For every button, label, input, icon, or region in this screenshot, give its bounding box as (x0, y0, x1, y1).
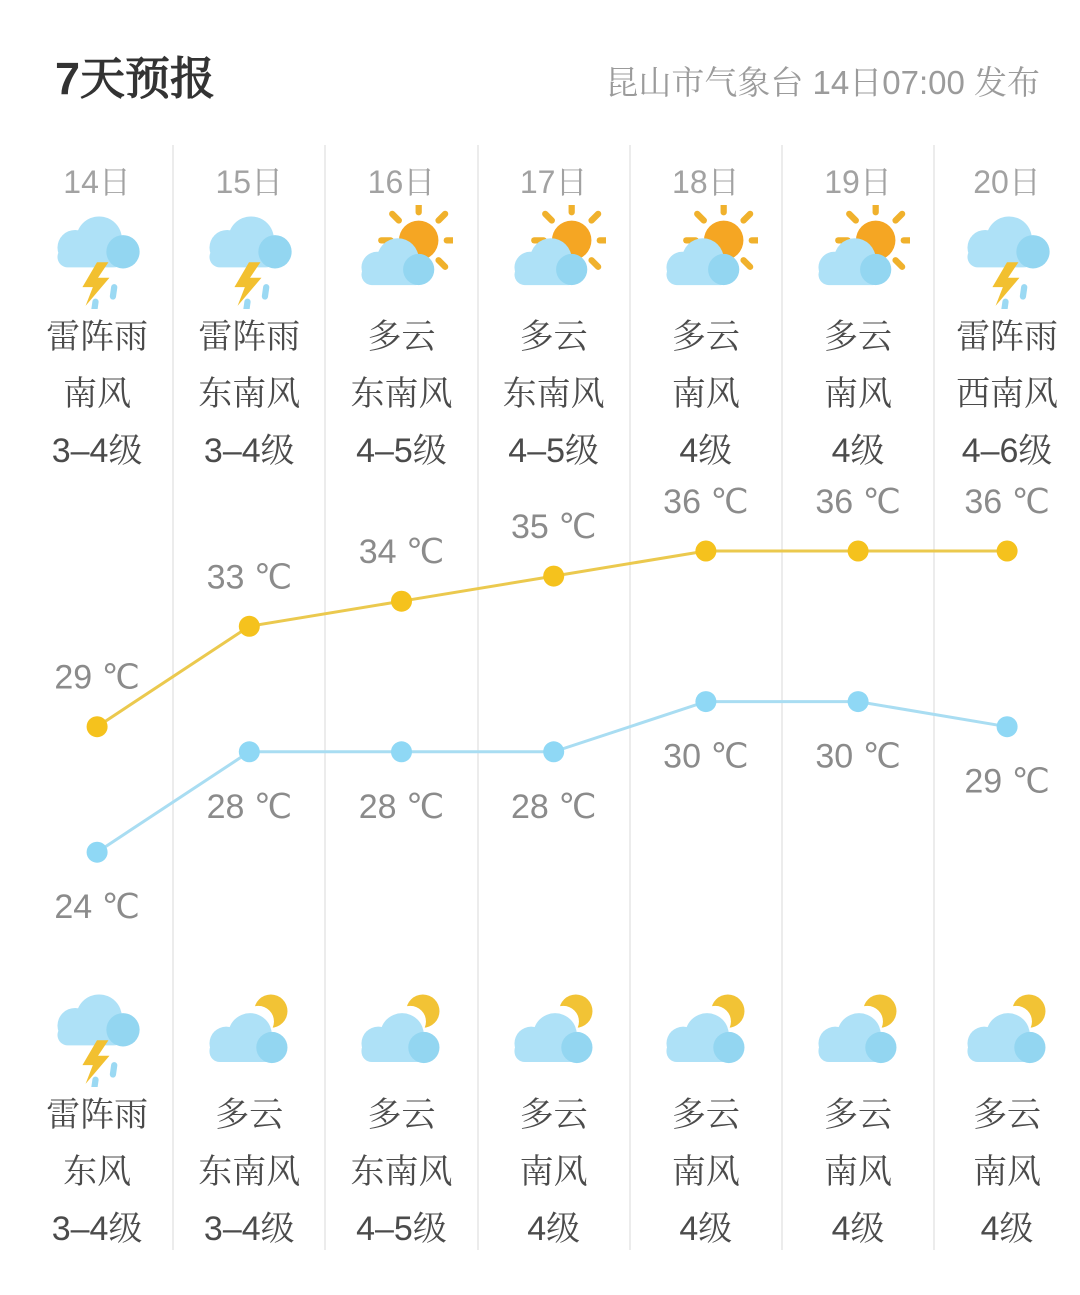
high-temp-point (239, 616, 260, 637)
wind-level-label: 4级 (679, 1210, 733, 1248)
wind-direction-label: 南风 (63, 375, 132, 413)
day-column (478, 145, 630, 480)
date-label: 14日 (63, 164, 131, 200)
high-temp-point (391, 591, 412, 612)
partly-cloudy-night-icon (806, 983, 910, 1087)
high-temp-label: 34 ℃ (358, 533, 445, 572)
day-column (630, 145, 782, 480)
high-temp-point (695, 541, 716, 562)
night-column (21, 983, 173, 1258)
condition-label: 多云 (671, 318, 740, 356)
wind-level-label: 3–4级 (203, 432, 295, 470)
day-forecast-row (21, 145, 1080, 480)
night-forecast-row (21, 983, 1080, 1258)
wind-direction-label: 南风 (973, 1153, 1042, 1191)
low-temp-point (239, 741, 260, 762)
low-temp-point (87, 842, 108, 863)
condition-label: 多云 (519, 1096, 588, 1134)
low-temp-line (97, 702, 1007, 853)
wind-direction-label: 西南风 (956, 375, 1059, 413)
date-label: 20日 (973, 164, 1041, 200)
date-label: 16日 (367, 164, 436, 200)
condition-label: 多云 (824, 318, 893, 356)
wind-level-label: 3–4级 (51, 432, 143, 470)
date-label: 15日 (215, 164, 284, 200)
date-label: 19日 (824, 164, 892, 200)
partly-cloudy-day-icon (654, 205, 758, 309)
low-temp-point (997, 716, 1018, 737)
high-temp-label: 35 ℃ (510, 508, 597, 547)
wind-direction-label: 东南风 (502, 375, 605, 413)
low-temp-label: 24 ℃ (54, 888, 140, 927)
wind-level-label: 3–4级 (203, 1210, 295, 1248)
condition-label: 雷阵雨 (46, 318, 149, 356)
high-temp-point (87, 716, 108, 737)
night-column (325, 983, 477, 1258)
wind-level-label: 4–5级 (356, 1210, 447, 1248)
wind-level-label: 4–6级 (961, 432, 1053, 470)
page-title: 7天预报 (55, 53, 216, 104)
partly-cloudy-night-icon (502, 983, 606, 1087)
high-temp-point (543, 566, 564, 587)
day-column (173, 145, 325, 480)
partly-cloudy-day-icon (349, 205, 453, 309)
low-temp-label: 28 ℃ (206, 787, 293, 826)
wind-direction-label: 南风 (824, 1153, 893, 1191)
wind-direction-label: 东南风 (198, 375, 301, 413)
wind-level-label: 4–5级 (356, 432, 447, 470)
thunderstorm-icon (45, 205, 149, 309)
condition-label: 多云 (519, 318, 588, 356)
partly-cloudy-night-icon (349, 983, 453, 1087)
low-temp-label: 30 ℃ (663, 737, 749, 776)
night-column (173, 983, 325, 1258)
wind-level-label: 4级 (831, 1210, 885, 1248)
wind-level-label: 4级 (831, 432, 885, 470)
partly-cloudy-night-icon (654, 983, 758, 1087)
thunderstorm-icon (45, 983, 149, 1087)
low-temp-label: 28 ℃ (358, 787, 445, 826)
high-temp-point (848, 541, 869, 562)
day-column (21, 145, 173, 480)
low-temp-point (543, 741, 564, 762)
wind-level-label: 4级 (527, 1210, 581, 1248)
partly-cloudy-day-icon (806, 205, 910, 309)
wind-direction-label: 南风 (671, 1153, 740, 1191)
wind-direction-label: 东南风 (350, 375, 453, 413)
condition-label: 多云 (367, 1096, 436, 1134)
night-column (934, 983, 1080, 1258)
date-label: 17日 (519, 164, 588, 200)
wind-direction-label: 南风 (671, 375, 740, 413)
high-temp-label: 36 ℃ (964, 483, 1050, 521)
low-temp-label: 28 ℃ (510, 787, 597, 826)
high-temp-label: 36 ℃ (815, 483, 901, 521)
night-column (478, 983, 630, 1258)
wind-level-label: 4–5级 (508, 432, 600, 470)
high-temp-label: 29 ℃ (54, 658, 140, 697)
condition-label: 多云 (671, 1096, 740, 1134)
night-column (782, 983, 934, 1258)
wind-level-label: 3–4级 (51, 1210, 143, 1248)
low-temp-point (848, 691, 869, 712)
wind-direction-label: 东风 (63, 1153, 132, 1191)
wind-direction-label: 东南风 (350, 1153, 453, 1191)
night-column (630, 983, 782, 1258)
condition-label: 雷阵雨 (46, 1096, 149, 1134)
high-temp-line (97, 551, 1007, 727)
wind-level-label: 4级 (679, 432, 733, 470)
low-temp-point (391, 741, 412, 762)
condition-label: 多云 (367, 318, 436, 356)
wind-direction-label: 南风 (824, 375, 893, 413)
wind-direction-label: 南风 (519, 1153, 588, 1191)
day-column (934, 145, 1080, 480)
date-label: 18日 (672, 164, 740, 200)
condition-label: 多云 (973, 1096, 1042, 1134)
wind-direction-label: 东南风 (198, 1153, 301, 1191)
partly-cloudy-day-icon (502, 205, 606, 309)
wind-level-label: 4级 (980, 1210, 1034, 1248)
publish-info: 昆山市气象台 14日07:00 发布 (605, 64, 1040, 101)
low-temp-label: 29 ℃ (964, 762, 1050, 801)
thunderstorm-icon (955, 205, 1059, 309)
thunderstorm-icon (197, 205, 301, 309)
high-temp-label: 36 ℃ (663, 483, 749, 521)
partly-cloudy-night-icon (197, 983, 301, 1087)
day-column (325, 145, 477, 480)
low-temp-label: 30 ℃ (815, 737, 901, 776)
low-temp-point (695, 691, 716, 712)
header (0, 0, 1080, 108)
day-column (782, 145, 934, 480)
partly-cloudy-night-icon (955, 983, 1059, 1087)
condition-label: 雷阵雨 (956, 318, 1059, 356)
condition-label: 多云 (215, 1096, 284, 1134)
high-temp-label: 33 ℃ (206, 558, 293, 597)
condition-label: 多云 (824, 1096, 893, 1134)
condition-label: 雷阵雨 (198, 318, 301, 356)
high-temp-point (997, 541, 1018, 562)
